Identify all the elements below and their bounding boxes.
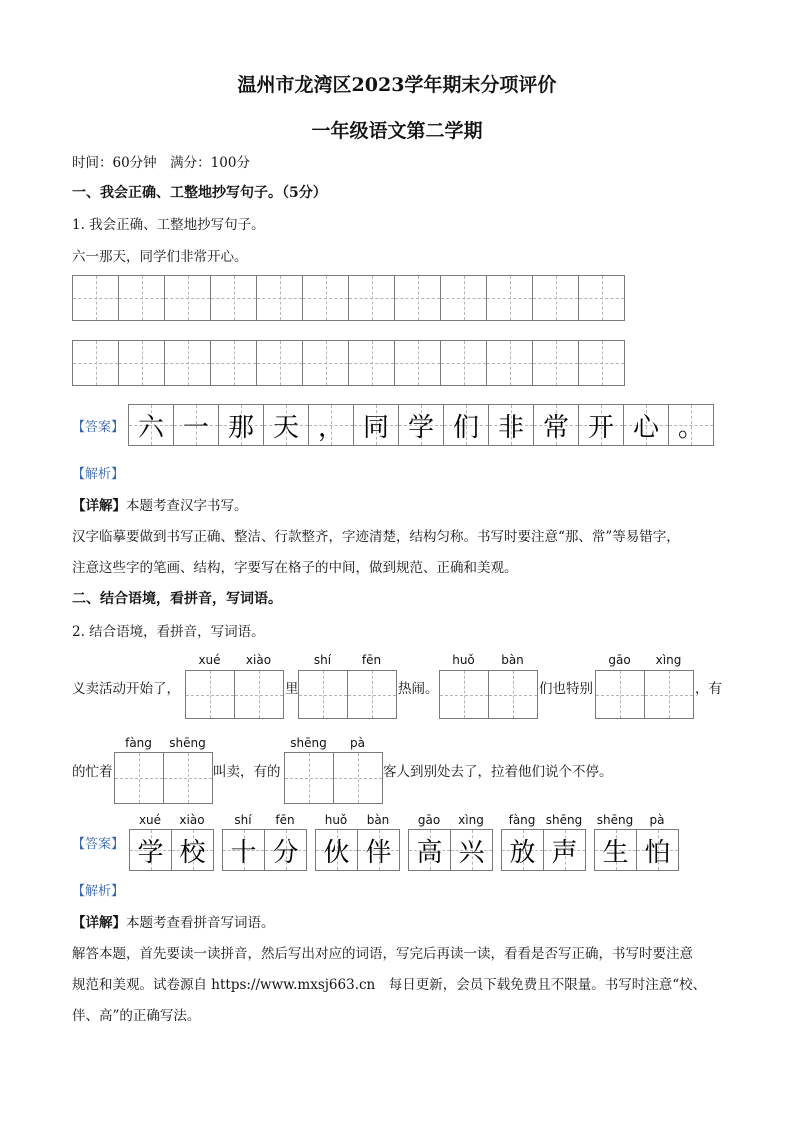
answer-tag-1: 【答案】 xyxy=(72,420,125,435)
answer-char: ， xyxy=(317,412,344,443)
answer-char: 学 xyxy=(137,837,164,868)
sentence-part: 义卖活动开始了， xyxy=(72,681,180,697)
answer-word-2 xyxy=(222,829,307,871)
pinyin-label: huǒ xyxy=(324,813,348,827)
pinyin-label: shēng xyxy=(290,736,327,750)
writing-cell[interactable] xyxy=(395,275,441,321)
writing-cell[interactable] xyxy=(440,670,489,719)
answer-word-6 xyxy=(594,829,679,871)
writing-grid-row-2[interactable] xyxy=(72,340,625,386)
pinyin-label: bàn xyxy=(366,813,390,827)
answer-word-3 xyxy=(315,829,400,871)
answer-cell xyxy=(502,829,544,871)
answer-char: 十 xyxy=(230,837,257,868)
answer-cell xyxy=(444,404,489,446)
answer-cell xyxy=(358,829,400,871)
writing-cell[interactable] xyxy=(115,752,164,804)
word-box-3[interactable] xyxy=(439,670,538,719)
answer-char: 同 xyxy=(362,412,389,443)
answer-cell xyxy=(624,404,669,446)
word-box-2[interactable] xyxy=(298,670,397,719)
pinyin-label: fēn xyxy=(275,813,295,827)
sentence-part: 们也特别 xyxy=(539,681,593,697)
pinyin-label: xué xyxy=(138,813,162,827)
exam-meta: 时间：60分钟 满分：100分 xyxy=(72,155,250,171)
answer-cell xyxy=(544,829,586,871)
pinyin-label: shí xyxy=(234,813,252,827)
detail-tag-2: 【详解】 xyxy=(72,915,126,931)
writing-cell[interactable] xyxy=(645,670,694,719)
writing-cell[interactable] xyxy=(73,340,119,386)
sentence-part: ，有 xyxy=(695,681,722,697)
word-box-1[interactable] xyxy=(185,670,284,719)
detail-text-1: 本题考查汉字书写。 xyxy=(126,498,248,514)
sentence-part: 的忙着 xyxy=(72,764,113,780)
sentence-part: 里 xyxy=(285,681,299,697)
writing-grid-row-1[interactable] xyxy=(72,275,625,321)
answer-char: 生 xyxy=(602,837,629,868)
pinyin-label: shēng xyxy=(169,736,206,750)
section1-heading: 一、我会正确、工整地抄写句子。（5分） xyxy=(72,185,327,201)
sentence-part: 热闹。 xyxy=(398,681,439,697)
answer-word-5 xyxy=(501,829,586,871)
answer-cell xyxy=(637,829,679,871)
answer-char: 心 xyxy=(632,412,659,443)
page-title: 温州市龙湾区2023学年期末分项评价 xyxy=(237,74,557,96)
detail-text-2: 本题考查看拼音写词语。 xyxy=(126,915,275,931)
section1-para-2: 注意这些字的笔画、结构，字要写在格子的中间，做到规范、正确和美观。 xyxy=(72,560,518,576)
answer-char: 校 xyxy=(179,837,206,868)
answer-cell xyxy=(129,404,174,446)
answer-cell xyxy=(409,829,451,871)
writing-cell[interactable] xyxy=(299,670,348,719)
answer-cell xyxy=(174,404,219,446)
answer-cell xyxy=(399,404,444,446)
section1-para-1: 汉字临摹要做到书写正确、整洁、行款整齐，字迹清楚，结构匀称。书写时要注意“那、常”等易错字， xyxy=(72,529,680,545)
answer-cell xyxy=(451,829,493,871)
pinyin-label: gāo xyxy=(608,653,631,667)
writing-cell[interactable] xyxy=(211,340,257,386)
answer-char: 放 xyxy=(509,837,536,868)
answer-char: 。 xyxy=(677,412,704,443)
section1-sentence: 六一那天，同学们非常开心。 xyxy=(72,249,248,265)
pinyin-label: shēng xyxy=(596,813,634,827)
answer-cell xyxy=(595,829,637,871)
analysis-tag-2: 【解析】 xyxy=(72,884,125,899)
answer-char: 声 xyxy=(551,837,578,868)
pinyin-label: huǒ xyxy=(452,653,475,667)
answer-cell xyxy=(130,829,172,871)
answer-cell xyxy=(489,404,534,446)
answer-char: 开 xyxy=(587,412,614,443)
writing-cell[interactable] xyxy=(487,340,533,386)
answer-char: 伙 xyxy=(323,837,350,868)
writing-cell[interactable] xyxy=(257,275,303,321)
writing-cell[interactable] xyxy=(441,275,487,321)
writing-cell[interactable] xyxy=(186,670,235,719)
pinyin-label: pà xyxy=(350,736,365,750)
writing-cell[interactable] xyxy=(303,340,349,386)
answer-char: 天 xyxy=(272,412,299,443)
writing-cell[interactable] xyxy=(349,340,395,386)
sentence-part: 客人到别处去了，拉着他们说个不停。 xyxy=(383,764,613,780)
writing-cell[interactable] xyxy=(579,275,625,321)
section2-para-2: 规范和美观。试卷源自 https://www.mxsj663.cn 每日更新，会员下载免费且不限量。书写时注意“校、 xyxy=(72,977,707,993)
section2-para-3: 伴、高”的正确写法。 xyxy=(72,1008,201,1024)
answer-char: 非 xyxy=(497,412,524,443)
writing-cell[interactable] xyxy=(579,340,625,386)
writing-cell[interactable] xyxy=(487,275,533,321)
answer-cell xyxy=(219,404,264,446)
detail-1 xyxy=(72,494,248,514)
answer-cell xyxy=(172,829,214,871)
pinyin-label: xiào xyxy=(179,813,205,827)
writing-cell[interactable] xyxy=(235,670,284,719)
answer-char: 那 xyxy=(227,412,254,443)
writing-cell[interactable] xyxy=(73,275,119,321)
writing-cell[interactable] xyxy=(165,275,211,321)
writing-cell[interactable] xyxy=(395,340,441,386)
answer-cell xyxy=(354,404,399,446)
pinyin-label: gāo xyxy=(417,813,441,827)
pinyin-label: fēn xyxy=(361,653,382,667)
answer-tag-2: 【答案】 xyxy=(72,837,125,852)
answer-cell xyxy=(534,404,579,446)
writing-cell[interactable] xyxy=(211,275,257,321)
pinyin-label: xiào xyxy=(245,653,272,667)
answer-cell xyxy=(309,404,354,446)
page-subtitle: 一年级语文第二学期 xyxy=(311,120,483,142)
answer-cell xyxy=(223,829,265,871)
answer-word-4 xyxy=(408,829,493,871)
writing-cell[interactable] xyxy=(596,670,645,719)
sentence-part: 叫卖，有的 xyxy=(213,764,281,780)
pinyin-label: xué xyxy=(198,653,221,667)
answer-grid-1 xyxy=(128,404,714,446)
pinyin-label: xìng xyxy=(458,813,484,827)
writing-cell[interactable] xyxy=(441,340,487,386)
answer-char: 兴 xyxy=(458,837,485,868)
answer-char: 怕 xyxy=(644,837,671,868)
answer-cell xyxy=(669,404,714,446)
writing-cell[interactable] xyxy=(303,275,349,321)
pinyin-label: bàn xyxy=(501,653,524,667)
writing-cell[interactable] xyxy=(489,670,538,719)
answer-cell xyxy=(316,829,358,871)
analysis-tag-1: 【解析】 xyxy=(72,467,125,482)
writing-cell[interactable] xyxy=(119,340,165,386)
writing-cell[interactable] xyxy=(257,340,303,386)
section2-heading: 二、结合语境，看拼音，写词语。 xyxy=(72,591,282,607)
pinyin-label: fàng xyxy=(508,813,536,827)
section1-question: 1. 我会正确、工整地抄写句子。 xyxy=(72,217,265,233)
section2-para-1: 解答本题，首先要读一读拼音，然后写出对应的词语，写完后再读一读，看看是否写正确，书写时要注意 xyxy=(72,946,693,962)
pinyin-label: shí xyxy=(313,653,332,667)
word-box-4[interactable] xyxy=(595,670,694,719)
answer-char: 常 xyxy=(542,412,569,443)
answer-cell xyxy=(579,404,624,446)
word-box-6[interactable] xyxy=(284,752,383,804)
writing-cell[interactable] xyxy=(164,752,213,804)
writing-cell[interactable] xyxy=(334,752,383,804)
pinyin-label: shēng xyxy=(545,813,583,827)
detail-tag-1: 【详解】 xyxy=(72,498,126,514)
writing-cell[interactable] xyxy=(533,340,579,386)
answer-cell xyxy=(264,404,309,446)
answer-char: 一 xyxy=(182,412,209,443)
answer-char: 分 xyxy=(272,837,299,868)
answer-word-1 xyxy=(129,829,214,871)
pinyin-label: pà xyxy=(649,813,665,827)
answer-char: 们 xyxy=(452,412,479,443)
writing-cell[interactable] xyxy=(348,670,397,719)
answer-char: 伴 xyxy=(365,837,392,868)
answer-char: 学 xyxy=(407,412,434,443)
pinyin-label: fàng xyxy=(125,736,152,750)
answer-char: 高 xyxy=(416,837,443,868)
writing-cell[interactable] xyxy=(533,275,579,321)
pinyin-label: xìng xyxy=(655,653,682,667)
writing-cell[interactable] xyxy=(349,275,395,321)
word-box-5[interactable] xyxy=(114,752,213,804)
writing-cell[interactable] xyxy=(119,275,165,321)
answer-cell xyxy=(265,829,307,871)
writing-cell[interactable] xyxy=(285,752,334,804)
detail-2 xyxy=(72,911,275,931)
writing-cell[interactable] xyxy=(165,340,211,386)
section2-question: 2. 结合语境，看拼音，写词语。 xyxy=(72,624,265,640)
answer-char: 六 xyxy=(137,412,164,443)
